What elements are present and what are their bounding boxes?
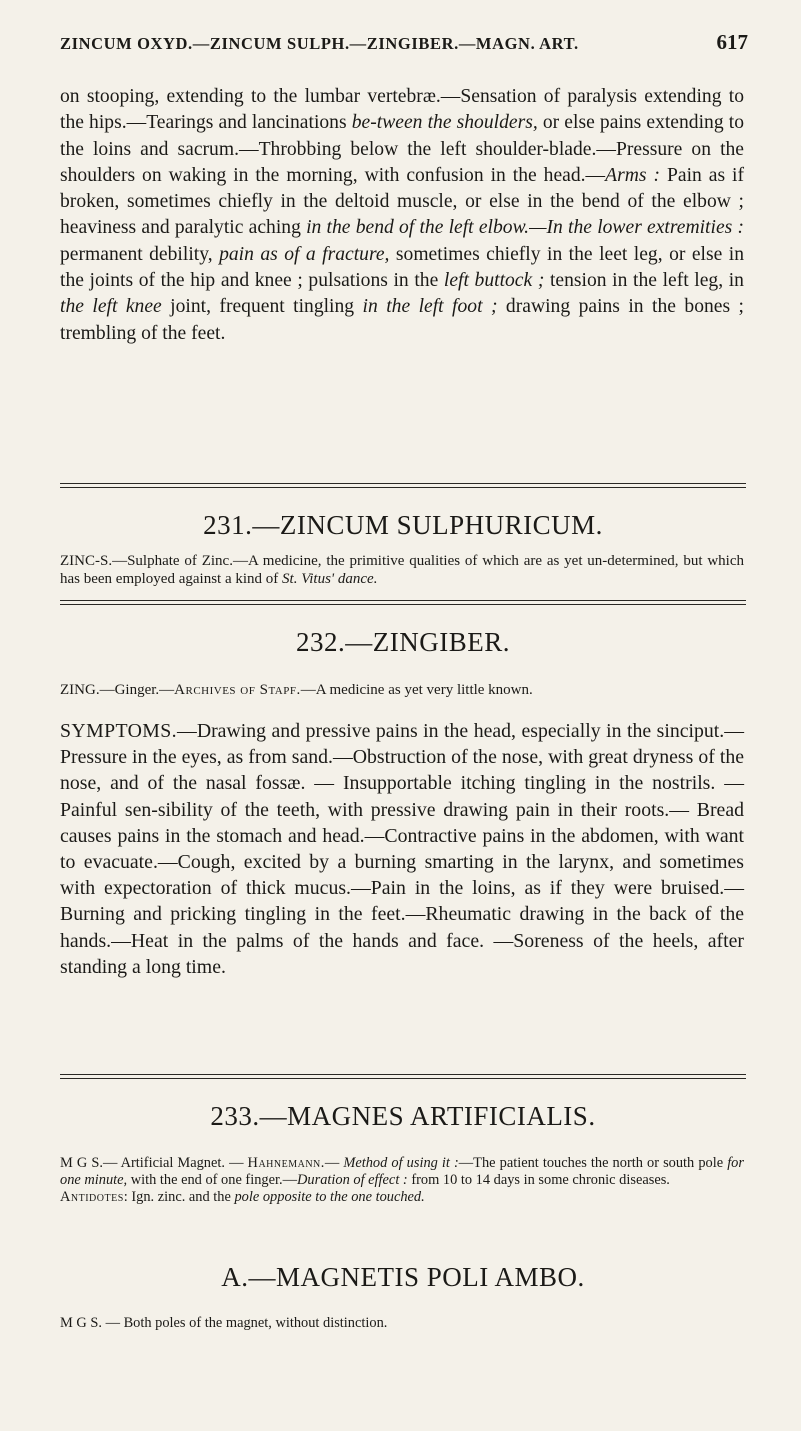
section-divider [60, 1074, 746, 1079]
page-number: 617 [716, 30, 748, 54]
section-divider [60, 483, 746, 488]
section-231-description: ZINC-S.—Sulphate of Zinc.—A medicine, the primitive qualities of which are as yet un-determined, but which has been employed against a kind of St. Vitus' dance. [60, 553, 744, 587]
section-232-symptoms: SYMPTOMS.—Drawing and pressive pains in the head, especially in the sinciput.—Pressure in the eyes, as from sand.—Obstruction of the nose, with great dryness of the nose, and of the nasal fossæ. — Insupportable itching tingling in the nostrils. — Painful sen-sibility of the teeth, with pressive drawing pain in their roots.— Bread causes pains in the stomach and head.—Contractive pains in the abdomen, with want to evacuate.—Cough, excited by a burning smarting in the larynx, and sometimes with expectoration of thick mucus.—Pain in the loins, as if they were bruised.— Burning and pricking tingling in the feet.—Rheumatic drawing in the back of the hands.—Heat in the palms of the hands and face. —Soreness of the heels, after standing a long time. [60, 720, 744, 978]
section-heading-233: 233.—MAGNES ARTIFICIALIS. [210, 1101, 596, 1131]
section-232-description: ZING.—Ginger.—Archives of Stapf.—A medicine as yet very little known. [60, 682, 533, 698]
running-head [60, 30, 748, 54]
running-head-title: ZINCUM OXYD.—ZINCUM SULPH.—ZINGIBER.—MAGN. ART. [60, 34, 579, 53]
section-heading-231: 231.—ZINCUM SULPHURICUM. [203, 510, 603, 540]
section-divider [60, 600, 746, 605]
section-a-description: M G S. — Both poles of the magnet, without distinction. [60, 1315, 388, 1331]
section-heading-232: 232.—ZINGIBER. [296, 627, 510, 657]
continuation-paragraph: on stooping, extending to the lumbar vertebræ.—Sensation of paralysis extending to the hips.—Tearings and lancinations be-tween the shoulders, or else pains extending to the loins and sacrum.—Throbbing below the left shoulder-blade.—Pressure on the shoulders on waking in the morning, with confusion in the head.—Arms : Pain as if broken, sometimes chiefly in the deltoid muscle, or else in the bend of the elbow ; heaviness and paralytic aching in the bend of the left elbow.—In the lower extremities : permanent debility, pain as of a fracture, sometimes chiefly in the leet leg, or else in the joints of the hip and knee ; pulsations in the left buttock ; tension in the left leg, in the left knee joint, frequent tingling in the left foot ; drawing pains in the bones ; trembling of the feet. [60, 86, 745, 344]
section-233-description: M G S.— Artificial Magnet. — Hahnemann.— Method of using it :—The patient touches the north or south pole for one minute, with the end of one finger.—Duration of effect : from 10 to 14 days in some chronic diseases. Antidotes: Ign. zinc. and the pole opposite to the one touched. [60, 1155, 744, 1205]
section-heading-a: A.—MAGNETIS POLI AMBO. [221, 1262, 585, 1292]
